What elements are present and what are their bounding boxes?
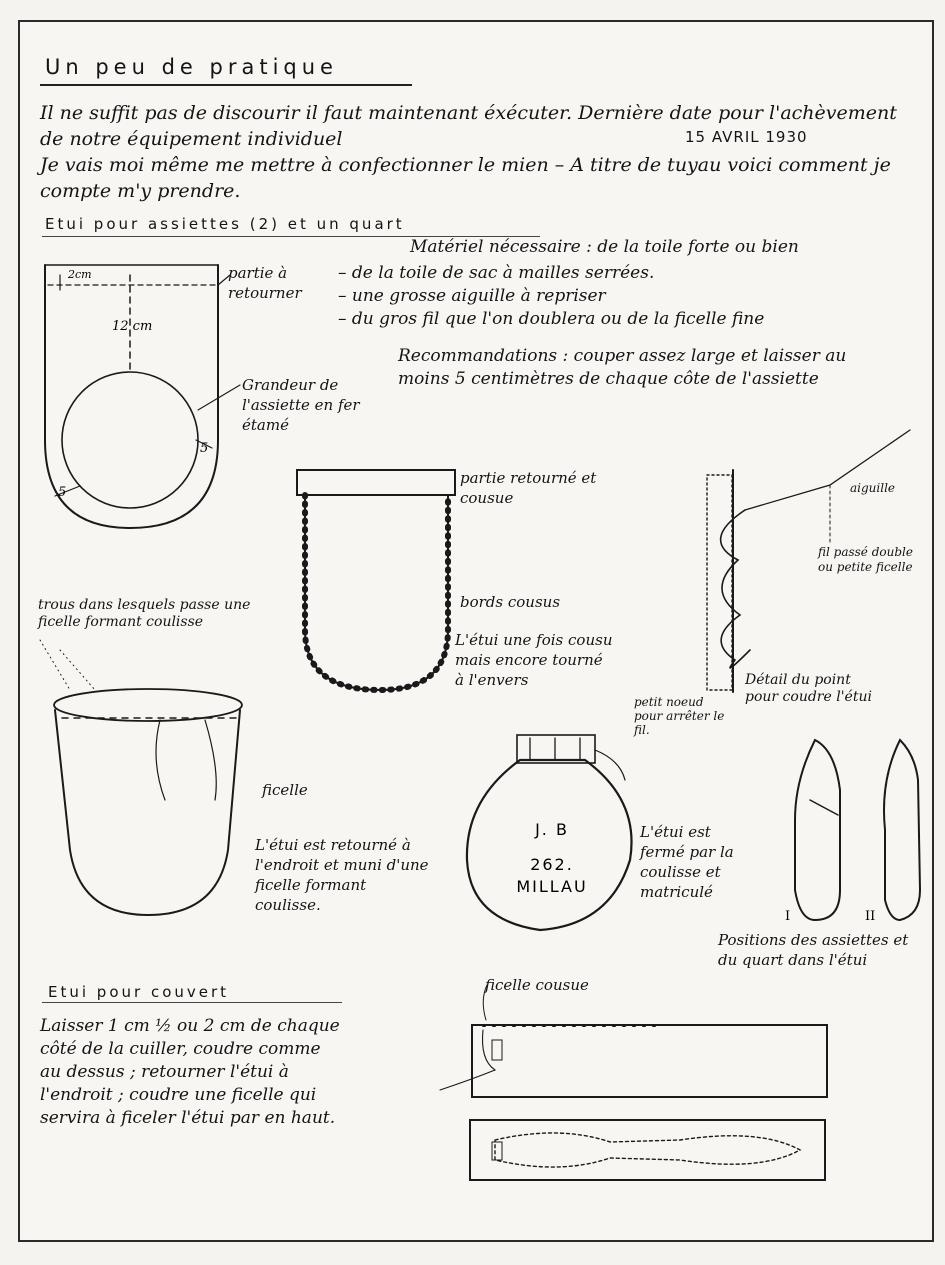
recommendations: Recommandations : couper assez large et laisser au moins 5 centimètres de chaque côte de l'assiette (398, 346, 847, 389)
dim-5-right: 5 (200, 441, 209, 456)
bag-mark-initials: J. B (535, 820, 569, 839)
bag-pattern-drawing (45, 265, 240, 528)
label-grandeur-assiette: Grandeur de l'assiette en fer étamé (242, 376, 360, 434)
drawstring-bag-drawing (40, 640, 242, 915)
label-ficelle: ficelle (262, 781, 308, 799)
plate-positions-drawing (795, 740, 920, 920)
stitch-detail-drawing (707, 430, 910, 692)
material-item: – de la toile de sac à mailles serrées. (338, 263, 655, 283)
section-heading-plates: Etui pour assiettes (2) et un quart (45, 215, 405, 233)
label-etui-retourne: L'étui est retourné à l'endroit et muni d'une ficelle formant coulisse. (255, 836, 429, 914)
bag-mark-number: 262. (530, 855, 574, 874)
bag-mark-town: MILLAU (516, 877, 588, 896)
label-trous: trous dans lesquels passe une ficelle formant coulisse (38, 597, 251, 630)
position-label-ii: II (865, 909, 876, 924)
intro-paragraph-1: Il ne suffit pas de discourir il faut maintenant éxécuter. Dernière date pour l'achèvement de notre équipement individuel (40, 102, 897, 150)
label-ficelle-cousue: ficelle cousue (485, 976, 589, 994)
page-title: Un peu de pratique (45, 55, 338, 79)
cutlery-instructions: Laisser 1 cm ½ ou 2 cm de chaque côté de la cuiller, coudre comme au dessus ; retourner l'étui à l'endroit ; coudre une ficelle qui servira à ficeler l'étui par en haut. (40, 1016, 340, 1128)
label-etui-cousu: L'étui une fois cousu mais encore tourné à l'envers (455, 631, 613, 689)
dim-2cm: 2cm (68, 268, 92, 281)
position-label-i: I (785, 909, 791, 924)
label-aiguille: aiguille (850, 481, 896, 495)
label-petit-noeud: petit noeud pour arrêter le fil. (634, 695, 725, 737)
label-positions: Positions des assiettes et du quart dans l'étui (718, 931, 909, 969)
material-item: – une grosse aiguille à repriser (338, 286, 606, 306)
label-bords-cousus: bords cousus (460, 593, 561, 611)
label-detail-point: Détail du point pour coudre l'étui (745, 672, 872, 705)
label-etui-ferme: L'étui est fermé par la coulisse et matriculé (640, 823, 734, 901)
material-item: – du gros fil que l'on doublera ou de la ficelle fine (338, 309, 765, 329)
label-fil-passe: fil passé double ou petite ficelle (818, 545, 913, 574)
label-partie-a-retourner: partie à retourner (228, 264, 302, 302)
dim-5-left: 5 (58, 485, 67, 500)
materials-title: Matériel nécessaire : de la toile forte ou bien (410, 237, 799, 257)
dim-12cm: 12 cm (112, 319, 153, 334)
cutlery-case-drawing (440, 985, 827, 1180)
section-heading-cutlery: Etui pour couvert (48, 983, 230, 1001)
intro-paragraph-2: Je vais moi même me mettre à confectionner le mien – A titre de tuyau voici comment je compte m'y prendre. (40, 154, 891, 202)
label-partie-retournee: partie retourné et cousue (460, 469, 597, 507)
sewn-bag-drawing (297, 470, 455, 690)
deadline-date: 15 AVRIL 1930 (685, 128, 808, 146)
